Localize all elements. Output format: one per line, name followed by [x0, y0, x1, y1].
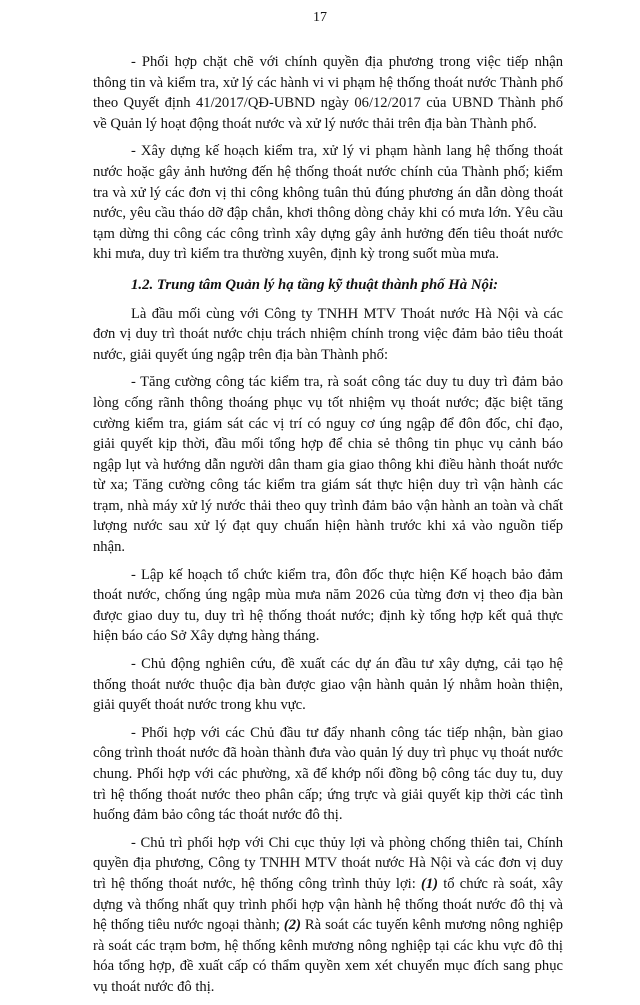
paragraph-text: - Phối hợp chặt chẽ với chính quyền địa phương trong việc tiếp nhận thông tin và kiểm tra, xử lý các hành vi vi phạm hệ thống thoát nước Thành phố theo Quyết định 41/2017/QĐ-UBND ngày 06/12/2017 của UBND Thành phố về Quản lý hoạt động thoát nước và xử lý nước thải trên địa bàn Thành phố.: [93, 54, 563, 132]
paragraph: [93, 565, 563, 647]
paragraph: [93, 304, 563, 366]
paragraph-text: Rà soát các tuyến kênh mương nông nghiệp rà soát các trạm bơm, hệ thống kênh mương nông nghiệp tại các khu vực đô thị hóa tổng hợp, đề xuất cấp có thẩm quyền xem xét chuyển mục đích sang phục vụ thoát nước đô thị.: [93, 917, 563, 995]
emphasis-text: (2): [283, 917, 301, 934]
paragraph: [93, 372, 563, 557]
paragraph: [93, 141, 563, 265]
paragraph-text: - Tăng cường công tác kiểm tra, rà soát công tác duy tu duy trì đảm bảo lòng cống rãnh thông thoáng phục vụ tốt nhiệm vụ thoát nước; đặc biệt tăng cường kiểm tra, giám sát các vị trí có nguy cơ úng ngập để đôn đốc, chỉ đạo, giải quyết kịp thời, đầu mối tổng hợp để chia sẻ thông tin phục vụ cảnh báo ngập lụt và hướng dẫn người dân tham gia giao thông khi điều hành thoát nước từ xa; Tăng cường công tác kiểm tra giám sát thực hiện duy trì vận hành các trạm, nhà máy xử lý nước thải theo quy trình đảm bảo vận hành an toàn và chất lượng nước sau xử lý đạt quy chuẩn hiện hành trước khi xả vào nguồn tiếp nhận.: [93, 374, 563, 556]
paragraph-text: - Chủ động nghiên cứu, đề xuất các dự án đầu tư xây dựng, cải tạo hệ thống thoát nước thuộc địa bàn được giao vận hành quản lý nhằm hoàn thiện, giải quyết thoát nước trong khu vực.: [93, 656, 563, 714]
paragraph: [93, 723, 563, 826]
paragraph-text: - Xây dựng kế hoạch kiểm tra, xử lý vi phạm hành lang hệ thống thoát nước hoặc gây ảnh hưởng đến hệ thống thoát nước chính của Thành phố; kiểm tra và xử lý các đơn vị thi công không tuân thủ đúng phương án dẫn dòng thoát nước, yêu cầu tháo dỡ đập chắn, khơi thông dòng chảy khi có mưa lớn. Yêu cầu tạm dừng thi công các công trình xây dựng gây ảnh hưởng đến tiêu thoát nước khi mưa, duy trì kiểm tra thường xuyên, định kỳ trong suốt mùa mưa.: [93, 143, 563, 263]
paragraph-text: - Chủ trì phối hợp với Chi cục thủy lợi và phòng chống thiên tai, Chính quyền địa phương, Công ty TNHH MTV thoát nước Hà Nội và các đơn vị duy trì hệ thống thoát nước, hệ thống công trình thủy lợi:: [93, 834, 563, 892]
paragraph: [93, 833, 563, 998]
paragraph-text: tổ chức rà soát, xây dựng và thống nhất quy trình phối hợp vận hành hệ thống thoát nước đô thị và hệ thống tiêu nước ngoại thành;: [93, 875, 563, 934]
paragraph-text: 1.2. Trung tâm Quản lý hạ tầng kỹ thuật thành phố Hà Nội:: [131, 276, 498, 293]
emphasis-text: (1): [420, 875, 439, 892]
paragraph: [93, 52, 563, 134]
section-heading: [93, 275, 563, 296]
paragraph: [93, 654, 563, 716]
paragraph-text: Là đầu mối cùng với Công ty TNHH MTV Thoát nước Hà Nội và các đơn vị duy trì thoát nước chịu trách nhiệm chính trong việc đảm bảo tiêu thoát nước, giải quyết úng ngập trên địa bàn Thành phố:: [93, 305, 563, 363]
page-number: 17: [313, 10, 327, 25]
paragraph-text: - Lập kế hoạch tổ chức kiểm tra, đôn đốc thực hiện Kế hoạch bảo đảm thoát nước, chống úng ngập mùa mưa năm 2026 của từng đơn vị theo địa bàn được giao duy tu, duy trì hệ thống thoát nước; định kỳ tổng hợp kết quả thực hiện báo cáo Sở Xây dựng hàng tháng.: [93, 566, 563, 645]
paragraph-text: - Phối hợp với các Chủ đầu tư đẩy nhanh công tác tiếp nhận, bàn giao công trình thoát nước đã hoàn thành đưa vào quản lý duy trì phục vụ thoát nước chung. Phối hợp với các phường, xã để khớp nối đồng bộ công tác duy tu, duy trì hệ thống thoát nước theo phân cấp; ứng trực và giải quyết kịp thời các tình huống đảm bảo công tác thoát nước đô thị.: [93, 724, 563, 824]
document-body: [93, 52, 563, 1005]
